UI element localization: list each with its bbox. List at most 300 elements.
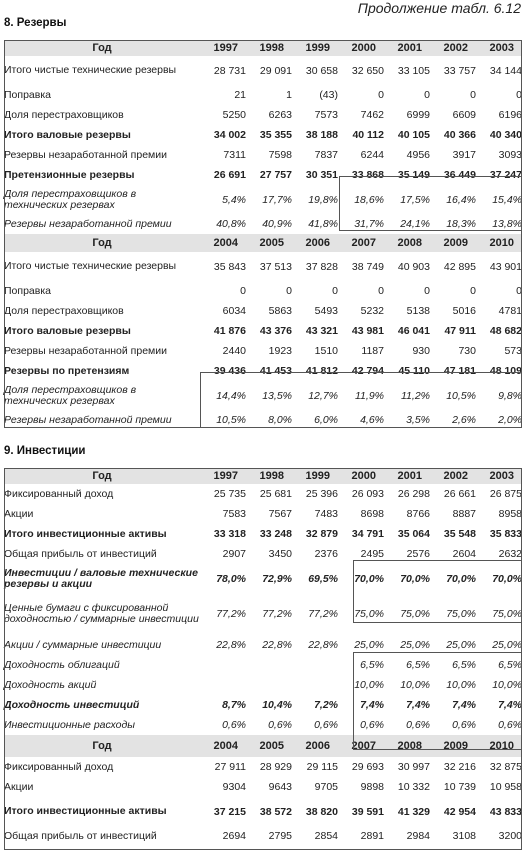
row-label: Инвестиционные расходы [4, 718, 136, 731]
table-cell: 10,5% [446, 389, 476, 402]
table-cell: 43 981 [351, 325, 384, 337]
table-cell: 0,6% [222, 719, 246, 731]
table-cell: 0 [424, 89, 430, 101]
table-cell: 32 216 [443, 761, 476, 773]
row-label: Резервы по претензиям [4, 364, 130, 377]
table-cell: 18,6% [354, 193, 384, 206]
table-cell: 3450 [268, 548, 292, 560]
row-label: Общая прибыль от инвестиций [4, 829, 157, 842]
table-cell: 0 [470, 285, 476, 297]
table-cell: 1 [286, 89, 292, 101]
table-cell [200, 655, 246, 675]
row-label: Поправка [4, 88, 51, 101]
table-cell: 48 109 [489, 365, 522, 377]
table-cell: 17,7% [262, 193, 292, 206]
table-cell: 39 591 [351, 805, 384, 818]
table-cell: 40 903 [397, 260, 430, 273]
table-cell: 4956 [406, 149, 430, 161]
table-cell: 7311 [223, 149, 246, 161]
table-cell [200, 675, 246, 695]
table-cell: 8,7% [222, 699, 246, 711]
row-label: Фиксированный доход [4, 487, 114, 500]
table-cell: 42 954 [443, 805, 476, 818]
table-cell: 41 329 [397, 805, 430, 818]
table-cell: 40 340 [489, 129, 522, 141]
row-label: Резервы незаработанной премии [4, 413, 172, 426]
table-cell: 24,1% [400, 218, 430, 230]
table-cell: 0 [470, 89, 476, 101]
row-label: Итого инвестиционные активы [4, 805, 167, 817]
year-header-cell: 2002 [430, 40, 476, 56]
table-cell: 35 833 [489, 528, 522, 540]
table-cell: 25 735 [213, 488, 246, 500]
year-header-cell: 2005 [246, 735, 292, 757]
row-label: Доходность облигаций [4, 658, 120, 671]
table-cell: 27 911 [214, 761, 246, 773]
table-cell: 10,5% [216, 414, 246, 426]
table-cell: 2604 [452, 548, 476, 560]
table-cell: 4781 [498, 305, 522, 317]
table-cell: 38 572 [259, 805, 292, 818]
table-cell: 75,0% [354, 608, 384, 620]
table-row [4, 593, 522, 635]
year-header-cell: 2008 [384, 735, 430, 757]
row-label: Итого чистые технические резервы [4, 64, 177, 76]
year-header-cell: 2006 [292, 234, 338, 252]
table-cell: 6263 [268, 109, 292, 121]
table-cell: 3093 [498, 149, 522, 161]
table-cell: 25,0% [446, 639, 476, 651]
table-cell: 45 110 [398, 365, 430, 377]
table-cell: 7573 [314, 109, 338, 121]
table-cell: 6196 [498, 109, 522, 121]
table-row [4, 410, 522, 430]
table-row [4, 484, 522, 504]
table-row [4, 381, 522, 410]
table-cell: 0,6% [360, 719, 384, 731]
year-header-cell: 2010 [476, 234, 522, 252]
table-cell: 2,0% [498, 414, 522, 426]
table-cell: 35 548 [443, 528, 476, 540]
table-cell: 2440 [222, 345, 246, 357]
table-cell: 25 681 [259, 488, 292, 500]
table-cell: 15,4% [492, 193, 522, 206]
table-cell: 43 321 [305, 325, 338, 337]
year-header-cell: 2010 [476, 735, 522, 757]
table-cell: 0,6% [406, 719, 430, 731]
table-row [4, 504, 522, 524]
table-cell: 3,5% [406, 414, 430, 426]
investments-table [4, 468, 522, 846]
table-cell: 77,2% [262, 608, 292, 620]
table-cell: 37 513 [259, 260, 292, 273]
table-row [4, 564, 522, 593]
year-header-cell: 2006 [292, 735, 338, 757]
table-cell: 2795 [268, 830, 292, 842]
row-label: Доля перестраховщиков в технических резервах [4, 187, 137, 211]
table-row [4, 105, 522, 125]
table-row [4, 635, 522, 655]
table-cell: 27 757 [259, 169, 292, 181]
table-cell: 32 650 [351, 64, 384, 77]
row-label: Поправка [4, 284, 51, 297]
table-cell: 8958 [498, 508, 522, 520]
table-cell: 40,8% [216, 218, 246, 230]
year-header-cell: 1997 [200, 40, 246, 56]
year-header-cell: 2000 [338, 40, 384, 56]
row-label: Акции [4, 507, 34, 520]
table-cell: 6,5% [452, 659, 476, 671]
table-row [4, 85, 522, 105]
table-cell: 3917 [452, 149, 476, 161]
table-cell: 10,4% [262, 699, 292, 711]
table-cell: 32 875 [489, 761, 522, 773]
table-cell: 26 875 [489, 488, 522, 500]
table-row [4, 655, 522, 675]
table-cell: 11,2% [401, 389, 430, 402]
table-cell: 43 833 [489, 805, 522, 818]
table-cell: 43 376 [259, 325, 292, 337]
table-row [4, 214, 522, 234]
table-cell: 47 911 [444, 325, 476, 337]
year-header-cell: 2002 [430, 468, 476, 484]
table-cell: 10,0% [354, 679, 384, 691]
table-cell: 47 181 [443, 365, 476, 377]
table-cell: 35 843 [213, 260, 246, 273]
table-row [4, 361, 522, 381]
table-cell: 0 [378, 89, 384, 101]
table-cell: 13,8% [492, 218, 522, 230]
table-cell: 8766 [406, 508, 430, 520]
table-cell: 5232 [360, 305, 384, 317]
table-cell: 2576 [406, 548, 430, 560]
table-row [4, 321, 522, 341]
table-cell: 69,5% [308, 572, 338, 585]
year-header-label: Год [4, 40, 200, 56]
table-cell: 46 041 [397, 325, 430, 337]
table-cell: 38 820 [305, 805, 338, 818]
table-cell: 30 658 [305, 64, 338, 77]
row-label: Итого чистые технические резервы [4, 260, 177, 272]
table-cell: 22,8% [308, 639, 338, 651]
section-8-title: 8. Резервы [4, 17, 67, 29]
table-row [4, 757, 522, 777]
table-row [4, 185, 522, 214]
table-cell: 29 115 [306, 761, 338, 773]
table-cell: 573 [504, 345, 522, 357]
year-header-cell: 2004 [200, 735, 246, 757]
table-cell: 38 188 [305, 129, 338, 141]
year-header-row [4, 40, 522, 56]
table-cell: 0 [424, 285, 430, 297]
table-cell: 0 [240, 285, 246, 297]
row-label: Резервы незаработанной премии [4, 344, 167, 357]
table-cell: 37 247 [489, 169, 522, 181]
row-label: Доля перестраховщиков [4, 108, 124, 121]
table-cell: 10 958 [489, 781, 522, 793]
table-cell: 19,8% [308, 193, 338, 206]
table-cell: 38 749 [351, 260, 384, 273]
row-label: Акции [4, 780, 34, 793]
table-cell: 7,4% [498, 699, 522, 711]
row-label: Итого валовые резервы [4, 128, 131, 141]
year-header-cell: 2007 [338, 234, 384, 252]
table-cell: 25,0% [354, 639, 384, 651]
table-cell: 9,8% [498, 389, 522, 402]
table-cell: 2495 [360, 548, 384, 560]
table-cell: 17,5% [400, 193, 430, 206]
table-cell: 7462 [360, 109, 384, 121]
table-cell: 0 [516, 285, 522, 297]
table-cell: 8887 [452, 508, 476, 520]
table-cell: 32 879 [305, 528, 338, 540]
table-row [4, 125, 522, 145]
table-row [4, 252, 522, 281]
table-cell: 70,0% [354, 572, 384, 585]
row-label: Инвестиции / валовые технические резервы и акции [4, 566, 198, 590]
table-cell: 7583 [222, 508, 246, 520]
year-header-cell: 2007 [338, 735, 384, 757]
year-header-cell: 2004 [200, 234, 246, 252]
table-cell: 0,6% [314, 719, 338, 731]
table-cell: 5493 [314, 305, 338, 317]
table-cell: 37 828 [305, 260, 338, 273]
row-label: Итого валовые резервы [4, 324, 131, 337]
table-row [4, 56, 522, 85]
table-cell: 7,4% [406, 699, 430, 711]
table-cell: 7,2% [314, 699, 338, 711]
table-cell: 6,5% [360, 659, 384, 671]
table-cell: 2907 [222, 548, 246, 560]
year-header-cell: 1997 [200, 468, 246, 484]
table-cell: 26 661 [443, 488, 476, 500]
table-cell: 0,6% [498, 719, 522, 731]
table-cell: 41 876 [213, 325, 246, 337]
row-label: Резервы незаработанной премии [4, 217, 172, 230]
table-row [4, 145, 522, 165]
year-header-cell: 2000 [338, 468, 384, 484]
table-cell: 75,0% [492, 608, 522, 620]
row-label: Итого инвестиционные активы [4, 527, 167, 540]
table-cell: 75,0% [400, 608, 430, 620]
year-header-row [4, 735, 522, 757]
table-cell: 33 757 [443, 64, 476, 77]
year-header-cell: 2001 [384, 468, 430, 484]
table-cell: 41,8% [308, 218, 338, 230]
row-label: Доходность инвестиций [4, 698, 140, 711]
table-cell: 6609 [452, 109, 476, 121]
table-cell: 1923 [268, 345, 292, 357]
table-cell [292, 675, 338, 695]
table-cell: 0 [516, 89, 522, 101]
table-cell: 33 248 [259, 528, 292, 540]
table-cell: 40 112 [352, 129, 384, 141]
table-cell: 0 [378, 285, 384, 297]
table-cell: 0 [286, 285, 292, 297]
table-cell: 26 691 [213, 169, 246, 181]
year-header-label: Год [4, 735, 200, 757]
table-cell: 26 093 [351, 488, 384, 500]
table-cell: 75,0% [446, 608, 476, 620]
table-row [4, 826, 522, 846]
table-cell: 0,6% [268, 719, 292, 731]
table-cell: 25,0% [400, 639, 430, 651]
table-cell: 9705 [314, 781, 338, 793]
table-cell: 11,9% [355, 389, 384, 402]
table-cell: 34 002 [213, 129, 246, 141]
table-cell: 41 453 [259, 365, 292, 377]
table-cell: 1187 [361, 345, 384, 357]
row-label: Доходность акций [4, 678, 97, 691]
row-label: Акции / суммарные инвестиции [4, 638, 162, 651]
table-cell: 34 791 [351, 528, 384, 540]
year-header-cell: 2009 [430, 234, 476, 252]
table-cell: 70,0% [446, 572, 476, 585]
table-cell: 9898 [360, 781, 384, 793]
year-header-row [4, 234, 522, 252]
year-header-cell: 2008 [384, 234, 430, 252]
table-row [4, 544, 522, 564]
table-cell: 26 298 [397, 488, 430, 500]
table-cell: 1510 [314, 345, 338, 357]
table-cell: 33 868 [351, 169, 384, 181]
row-label: Общая прибыль от инвестиций [4, 547, 157, 560]
table-cell: 6034 [222, 305, 246, 317]
table-cell: 2376 [314, 548, 338, 560]
year-header-row [4, 468, 522, 484]
table-row [4, 777, 522, 797]
table-cell: 10,0% [446, 679, 476, 691]
table-cell [292, 655, 338, 675]
year-header-cell: 2001 [384, 40, 430, 56]
year-header-cell: 1998 [246, 40, 292, 56]
table-cell: 7,4% [452, 699, 476, 711]
year-header-cell: 1999 [292, 40, 338, 56]
table-cell: 28 731 [213, 64, 246, 77]
table-caption: Продолжение табл. 6.12 [357, 0, 521, 16]
table-cell: 77,2% [216, 608, 246, 620]
table-cell: 29 091 [259, 64, 292, 77]
table-cell: 2891 [360, 830, 384, 842]
table-cell: 33 105 [397, 64, 430, 77]
table-cell: 2,6% [452, 414, 476, 426]
table-cell: 6,0% [314, 414, 338, 426]
table-row [4, 715, 522, 735]
table-cell: 7837 [314, 149, 338, 161]
table-cell: 77,2% [308, 608, 338, 620]
year-header-cell: 2003 [476, 468, 522, 484]
table-cell: 35 355 [259, 129, 292, 141]
table-cell: 40 366 [443, 129, 476, 141]
table-cell: 3108 [452, 830, 476, 842]
table-cell: 7483 [314, 508, 338, 520]
table-cell: 43 901 [489, 260, 522, 273]
table-row [4, 301, 522, 321]
table-cell: 14,4% [216, 389, 246, 402]
table-cell: 12,7% [308, 389, 338, 402]
table-cell: (43) [319, 89, 338, 101]
row-label: Ценные бумаги с фиксированной доходностью / суммарные инвестиции [4, 602, 199, 625]
table-cell: 39 436 [213, 365, 246, 377]
table-cell: 40,9% [262, 218, 292, 230]
table-cell: 72,9% [262, 572, 292, 585]
table-cell: 78,0% [216, 572, 246, 585]
table-cell: 70,0% [400, 572, 430, 585]
table-cell: 4,6% [360, 414, 384, 426]
table-cell: 42 794 [351, 365, 384, 377]
table-cell: 70,0% [492, 572, 522, 585]
year-header-cell: 2005 [246, 234, 292, 252]
table-cell: 10 739 [443, 781, 476, 793]
table-cell: 5250 [222, 109, 246, 121]
table-cell: 42 895 [443, 260, 476, 273]
table-cell: 5,4% [222, 193, 246, 206]
table-cell: 5138 [406, 305, 430, 317]
table-cell: 2984 [406, 830, 430, 842]
table-cell: 13,5% [262, 389, 292, 402]
table-cell [246, 675, 292, 695]
table-cell: 5016 [452, 305, 476, 317]
table-cell: 18,3% [446, 218, 476, 230]
table-cell: 21 [234, 89, 246, 101]
table-cell: 34 144 [489, 64, 522, 77]
table-cell: 6,5% [406, 659, 430, 671]
year-header-cell: 2003 [476, 40, 522, 56]
table-cell: 7567 [268, 508, 292, 520]
table-cell: 2632 [498, 548, 522, 560]
table-cell [246, 655, 292, 675]
table-cell: 25,0% [492, 639, 522, 651]
table-cell: 8,0% [268, 414, 292, 426]
table-cell: 30 351 [305, 169, 338, 181]
table-cell: 10,0% [400, 679, 430, 691]
table-cell: 2854 [314, 830, 338, 842]
table-cell: 25 396 [305, 488, 338, 500]
table-cell: 33 318 [213, 528, 246, 540]
table-row [4, 675, 522, 695]
table-cell: 41 812 [305, 365, 338, 377]
table-cell: 30 997 [397, 761, 430, 773]
table-cell: 0,6% [452, 719, 476, 731]
row-label: Доля перестраховщиков [4, 304, 124, 317]
year-header-label: Год [4, 234, 200, 252]
table-cell: 3200 [498, 830, 522, 842]
table-cell: 35 149 [397, 169, 430, 181]
table-cell: 730 [458, 345, 476, 357]
table-cell: 7,4% [360, 699, 384, 711]
table-row [4, 797, 522, 826]
table-cell: 8698 [360, 508, 384, 520]
table-row [4, 695, 522, 715]
table-cell: 0 [332, 285, 338, 297]
table-cell: 10,0% [492, 679, 522, 691]
table-row [4, 341, 522, 361]
table-cell: 37 215 [213, 805, 246, 818]
table-cell: 22,8% [262, 639, 292, 651]
table-cell: 16,4% [446, 193, 476, 206]
table-cell: 35 064 [397, 528, 430, 540]
table-cell: 7598 [268, 149, 292, 161]
table-cell: 22,8% [216, 639, 246, 651]
year-header-label: Год [4, 468, 200, 484]
table-cell: 29 693 [351, 761, 384, 773]
table-cell: 31,7% [354, 218, 384, 230]
table-cell: 5863 [268, 305, 292, 317]
section-9-title: 9. Инвестиции [4, 445, 86, 457]
year-header-cell: 1998 [246, 468, 292, 484]
row-label: Фиксированный доход [4, 760, 114, 773]
table-cell: 2694 [222, 830, 246, 842]
